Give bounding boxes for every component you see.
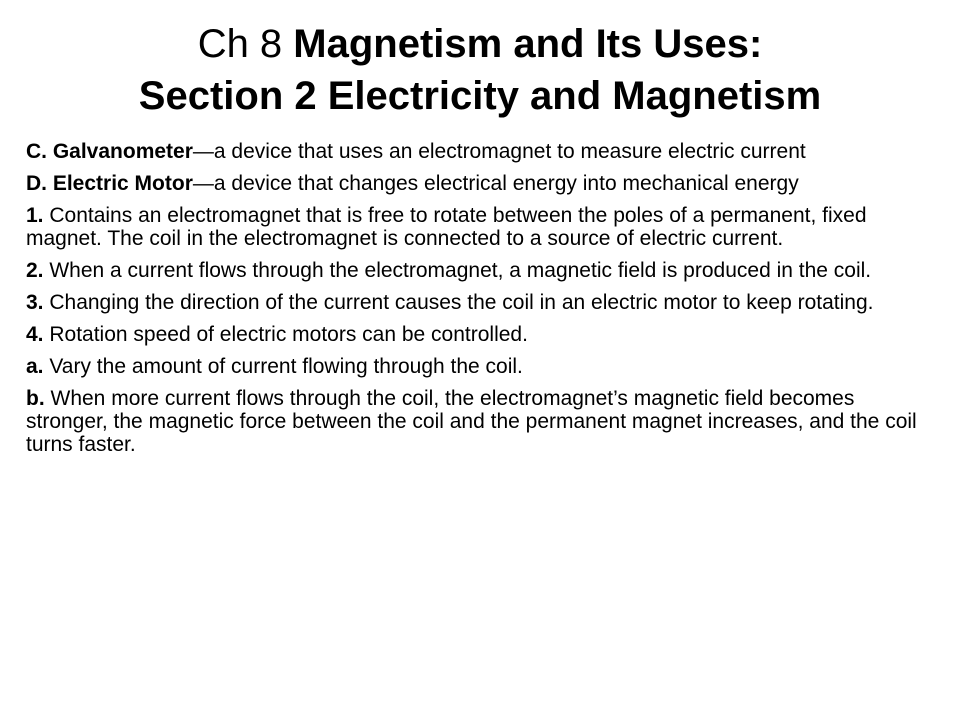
item-4 bbox=[26, 323, 926, 346]
slide-title bbox=[40, 18, 920, 122]
item-text: —a device that changes electrical energy into mechanical energy bbox=[192, 172, 799, 195]
item-label: a. bbox=[26, 355, 44, 378]
item-label: b. bbox=[26, 387, 45, 410]
item-label: 3. bbox=[26, 291, 44, 314]
item-label: 2. bbox=[26, 259, 44, 282]
item-text: Contains an electromagnet that is free to rotate between the poles of a permanent, fixed magnet. The coil in the electromagnet is connected to a source of electric current. bbox=[26, 204, 867, 250]
item-text: When more current flows through the coil, the electromagnet’s magnetic field becomes stronger, the magnetic force between the coil and the permanent magnet increases, and the coil turns faster. bbox=[26, 387, 917, 456]
item-label: 1. bbox=[26, 204, 44, 227]
item-1 bbox=[26, 204, 926, 250]
item-electric-motor bbox=[26, 172, 926, 195]
item-text: Changing the direction of the current causes the coil in an electric motor to keep rotating. bbox=[43, 291, 874, 314]
item-label: C. Galvanometer bbox=[26, 140, 193, 163]
item-text: —a device that uses an electromagnet to measure electric current bbox=[192, 140, 806, 163]
item-text: When a current flows through the electromagnet, a magnetic field is produced in the coil. bbox=[43, 259, 872, 282]
item-label: D. Electric Motor bbox=[26, 172, 193, 195]
item-2 bbox=[26, 259, 926, 282]
title-section: Section 2 Electricity and Magnetism bbox=[138, 74, 822, 118]
item-b bbox=[26, 387, 926, 456]
title-chapter-name: Magnetism and Its Uses: bbox=[293, 22, 763, 66]
item-a bbox=[26, 355, 926, 378]
slide-body bbox=[26, 140, 926, 465]
item-3 bbox=[26, 291, 926, 314]
item-label: 4. bbox=[26, 323, 44, 346]
item-text: Vary the amount of current flowing through the coil. bbox=[43, 355, 523, 378]
title-chapter: Ch 8 bbox=[197, 22, 294, 66]
item-text: Rotation speed of electric motors can be controlled. bbox=[43, 323, 528, 346]
item-galvanometer bbox=[26, 140, 926, 163]
